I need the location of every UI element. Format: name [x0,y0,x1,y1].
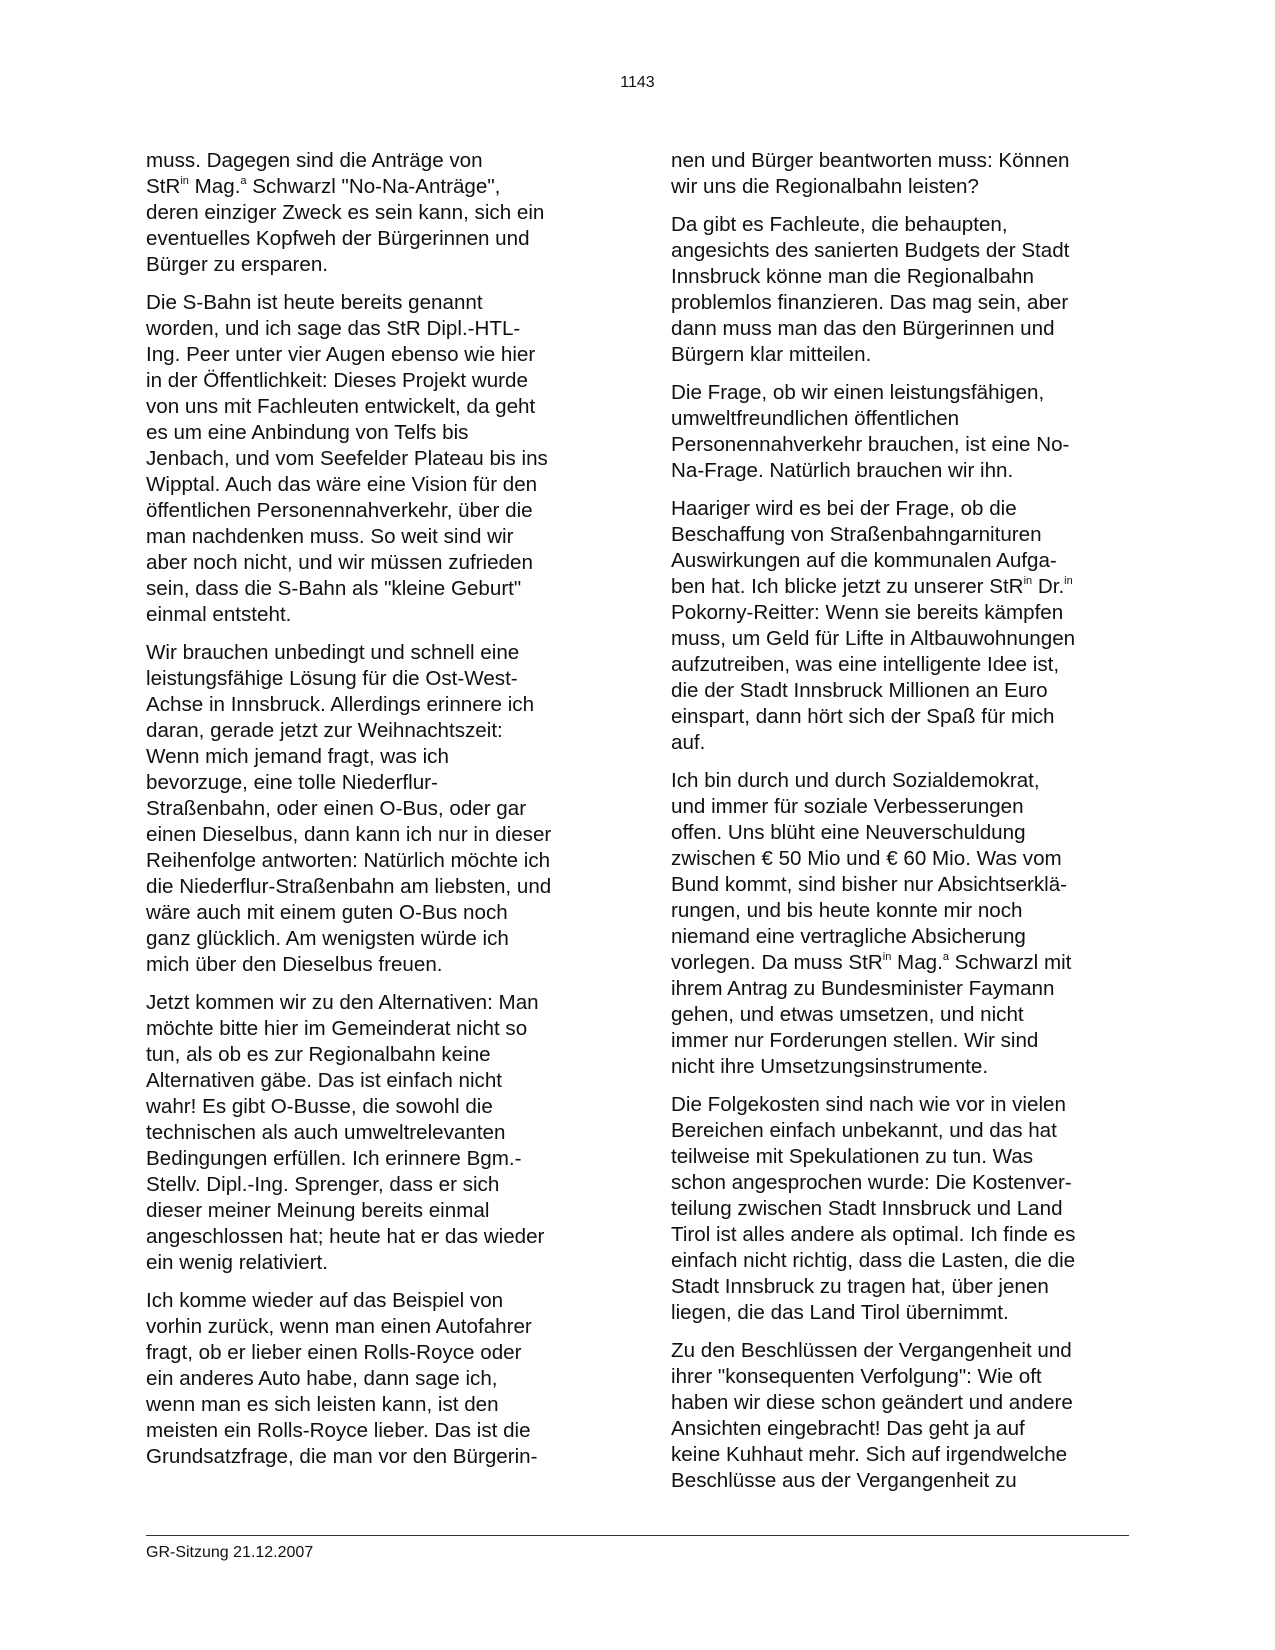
text-line [671,548,1119,574]
text-segment: auf. [671,731,706,754]
text-segment: Ich bin durch und durch Sozialdemokrat, [671,769,1040,792]
text-segment: bevorzuge, eine tolle Niederflur- [146,771,438,794]
text-line [146,1418,594,1444]
text-line [671,600,1119,626]
text-segment: deren einziger Zweck es sein kann, sich ein [146,201,545,224]
text-line [671,950,1119,976]
text-line [146,796,594,822]
text-segment: Jenbach, und vom Seefelder Plateau bis ins [146,447,548,470]
text-line [671,1144,1119,1170]
text-line [671,1416,1119,1442]
superscript: in [1023,575,1033,587]
text-line [146,174,594,200]
text-line [671,238,1119,264]
text-line [671,406,1119,432]
text-line [146,200,594,226]
paragraph [671,148,1119,200]
text-segment: Ich komme wieder auf das Beispiel von [146,1289,504,1312]
text-segment: Schwarzl "No-Na-Anträge", [246,175,501,198]
text-segment: möchte bitte hier im Gemeinderat nicht so [146,1017,528,1040]
text-segment: teilweise mit Spekulationen zu tun. Was [671,1145,1034,1168]
superscript: in [180,175,189,187]
text-line [671,1338,1119,1364]
text-line [146,1172,594,1198]
text-segment: Straßenbahn, oder einen O-Bus, oder gar [146,797,527,820]
text-segment: und immer für soziale Verbesserungen [671,795,1024,818]
superscript: a [240,175,247,187]
left-column [146,148,594,1482]
text-line [671,1054,1119,1080]
text-segment: Bund kommt, sind bisher nur Absichtserklä- [671,873,1068,896]
text-line [146,990,594,1016]
text-segment: sein, dass die S-Bahn als "kleine Geburt" [146,577,522,600]
text-line [671,458,1119,484]
text-line [146,1366,594,1392]
text-segment: muss, um Geld für Lifte in Altbauwohnungen [671,627,1076,650]
text-line [146,1444,594,1470]
text-segment: Bereichen einfach unbekannt, und das hat [671,1119,1057,1142]
text-line [671,1118,1119,1144]
footer-session-date: GR-Sitzung 21.12.2007 [146,1544,314,1561]
text-segment: Schwarzl mit [948,951,1072,974]
text-segment: einfach nicht richtig, dass die Lasten, die die [671,1249,1076,1272]
text-segment: nen und Bürger beantworten muss: Können [671,149,1070,172]
text-line [146,394,594,420]
text-segment: Pokorny-Reitter: Wenn sie bereits kämpfen [671,601,1064,624]
paragraph [146,640,594,978]
right-column [671,148,1119,1506]
text-line [671,872,1119,898]
text-line [671,846,1119,872]
text-segment: Da gibt es Fachleute, die behaupten, [671,213,1008,236]
text-segment: Die S-Bahn ist heute bereits genannt [146,291,483,314]
text-segment: Haariger wird es bei der Frage, ob die [671,497,1017,520]
text-line [671,496,1119,522]
text-segment: man nachdenken muss. So weit sind wir [146,525,514,548]
text-segment: mich über den Dieselbus freuen. [146,953,443,976]
text-segment: umweltfreundlichen öffentlichen [671,407,960,430]
text-line [146,524,594,550]
text-segment: angesichts des sanierten Budgets der Stadt [671,239,1070,262]
paragraph [671,1092,1119,1326]
text-segment: ihrer "konsequenten Verfolgung": Wie oft [671,1365,1042,1388]
text-segment: Wipptal. Auch das wäre eine Vision für den [146,473,538,496]
text-segment: aber noch nicht, und wir müssen zufrieden [146,551,533,574]
text-line [671,432,1119,458]
text-line [146,900,594,926]
text-segment: Beschlüsse aus der Vergangenheit zu [671,1469,1017,1492]
text-line [671,522,1119,548]
text-line [146,692,594,718]
text-line [146,640,594,666]
text-line [671,1390,1119,1416]
text-segment: Beschaffung von Straßenbahngarnituren [671,523,1042,546]
text-segment: Alternativen gäbe. Das ist einfach nicht [146,1069,503,1092]
text-line [671,1170,1119,1196]
text-segment: wäre auch mit einem guten O-Bus noch [146,901,508,924]
text-segment: gehen, und etwas umsetzen, und nicht [671,1003,1024,1026]
paragraph [671,1338,1119,1494]
text-segment: Tirol ist alles andere als optimal. Ich finde es [671,1223,1076,1246]
text-segment: Die Folgekosten sind nach wie vor in vielen [671,1093,1066,1116]
text-segment: Mag. [891,951,943,974]
text-segment: einmal entsteht. [146,603,292,626]
text-line [146,718,594,744]
text-segment: einen Dieselbus, dann kann ich nur in dieser [146,823,552,846]
paragraph [146,990,594,1276]
text-line [671,652,1119,678]
text-segment: rungen, und bis heute konnte mir noch [671,899,1023,922]
text-line [671,574,1119,600]
text-segment: öffentlichen Personennahverkehr, über die [146,499,533,522]
text-line [671,380,1119,406]
text-line [146,368,594,394]
text-line [146,602,594,628]
text-line [146,770,594,796]
text-segment: schon angesprochen wurde: Die Kostenver- [671,1171,1072,1194]
text-segment: technischen als auch umweltrelevanten [146,1121,506,1144]
text-line [671,768,1119,794]
text-line [146,1094,594,1120]
text-segment: die Niederflur-Straßenbahn am liebsten, und [146,875,552,898]
text-line [146,1120,594,1146]
text-line [671,1274,1119,1300]
text-segment: Die Frage, ob wir einen leistungsfähigen, [671,381,1045,404]
text-line [146,874,594,900]
text-segment: ein anderes Auto habe, dann sage ich, [146,1367,498,1390]
text-segment: Wir brauchen unbedingt und schnell eine [146,641,520,664]
text-line [671,148,1119,174]
text-segment: Auswirkungen auf die kommunalen Aufga- [671,549,1057,572]
text-segment: dann muss man das den Bürgerinnen und [671,317,1055,340]
text-line [146,952,594,978]
text-segment: Bedingungen erfüllen. Ich erinnere Bgm.- [146,1147,522,1170]
text-line [146,316,594,342]
text-line [146,290,594,316]
text-line [146,420,594,446]
text-segment: Stadt Innsbruck zu tragen hat, über jenen [671,1275,1049,1298]
text-segment: leistungsfähige Lösung für die Ost-West- [146,667,518,690]
text-segment: aufzutreiben, was eine intelligente Idee ist, [671,653,1060,676]
text-line [146,498,594,524]
text-segment: Zu den Beschlüssen der Vergangenheit und [671,1339,1072,1362]
text-segment: fragt, ob er lieber einen Rolls-Royce oder [146,1341,522,1364]
text-line [146,822,594,848]
text-line [671,174,1119,200]
text-line [146,1016,594,1042]
paragraph [671,212,1119,368]
text-line [671,626,1119,652]
text-segment: vorhin zurück, wenn man einen Autofahrer [146,1315,532,1338]
text-segment: wir uns die Regionalbahn leisten? [671,175,979,198]
text-line [671,1028,1119,1054]
text-segment: Grundsatzfrage, die man vor den Bürgerin- [146,1445,538,1468]
text-segment: meisten ein Rolls-Royce lieber. Das ist die [146,1419,531,1442]
text-segment: dieser meiner Meinung bereits einmal [146,1199,490,1222]
text-segment: Innsbruck könne man die Regionalbahn [671,265,1034,288]
page-number: 1143 [620,74,655,91]
superscript: a [942,951,949,963]
text-line [146,926,594,952]
text-line [146,342,594,368]
text-segment: daran, gerade jetzt zur Weihnachtszeit: [146,719,503,742]
text-segment: die der Stadt Innsbruck Millionen an Euro [671,679,1048,702]
text-segment: offen. Uns blüht eine Neuverschuldung [671,821,1026,844]
text-line [671,1248,1119,1274]
paragraph [146,1288,594,1470]
text-segment: ganz glücklich. Am wenigsten würde ich [146,927,509,950]
text-segment: Wenn mich jemand fragt, was ich [146,745,449,768]
text-segment: niemand eine vertragliche Absicherung [671,925,1026,948]
text-line [146,472,594,498]
text-line [146,446,594,472]
text-segment: Reihenfolge antworten: Natürlich möchte ich [146,849,551,872]
text-line [146,1250,594,1276]
text-line [146,848,594,874]
text-segment: eventuelles Kopfweh der Bürgerinnen und [146,227,530,250]
text-line [146,1340,594,1366]
text-line [146,744,594,770]
text-segment: keine Kuhhaut mehr. Sich auf irgendwelche [671,1443,1068,1466]
text-line [146,576,594,602]
text-line [671,264,1119,290]
text-line [671,1364,1119,1390]
text-line [146,226,594,252]
text-segment: Bürgern klar mitteilen. [671,343,872,366]
text-line [671,1442,1119,1468]
text-line [146,1392,594,1418]
text-line [671,212,1119,238]
text-segment: problemlos finanzieren. Das mag sein, aber [671,291,1069,314]
text-segment: ein wenig relativiert. [146,1251,328,1274]
text-line [146,1198,594,1224]
paragraph [671,496,1119,756]
text-segment: vorlegen. Da muss StR [671,951,883,974]
text-line [671,730,1119,756]
text-segment: ben hat. Ich blicke jetzt zu unserer StR [671,575,1024,598]
text-segment: Dr. [1032,575,1065,598]
superscript: in [1064,575,1073,587]
text-segment: es um eine Anbindung von Telfs bis [146,421,469,444]
text-segment: in der Öffentlichkeit: Dieses Projekt wurde [146,369,528,392]
text-segment: worden, und ich sage das StR Dipl.-HTL- [146,317,521,340]
text-line [146,1314,594,1340]
text-line [671,794,1119,820]
text-line [146,1224,594,1250]
text-segment: Personennahverkehr brauchen, ist eine No- [671,433,1070,456]
paragraph [671,768,1119,1080]
text-segment: Mag. [188,175,241,198]
text-line [146,1288,594,1314]
text-line [146,252,594,278]
text-segment: Jetzt kommen wir zu den Alternativen: Man [146,991,539,1014]
text-line [671,1092,1119,1118]
text-line [671,924,1119,950]
text-line [146,148,594,174]
text-line [671,1468,1119,1494]
superscript: in [882,951,892,963]
text-line [671,1222,1119,1248]
text-segment: StR [146,175,181,198]
text-segment: zwischen € 50 Mio und € 60 Mio. Was vom [671,847,1062,870]
text-line [671,976,1119,1002]
text-line [671,1002,1119,1028]
text-segment: haben wir diese schon geändert und andere [671,1391,1073,1414]
text-line [671,1196,1119,1222]
text-segment: wenn man es sich leisten kann, ist den [146,1393,499,1416]
text-line [146,666,594,692]
text-segment: Stellv. Dipl.-Ing. Sprenger, dass er sich [146,1173,500,1196]
text-line [146,550,594,576]
text-line [146,1146,594,1172]
text-line [146,1068,594,1094]
text-segment: Bürger zu ersparen. [146,253,329,276]
text-line [671,820,1119,846]
text-line [671,678,1119,704]
text-segment: liegen, die das Land Tirol übernimmt. [671,1301,1009,1324]
paragraph [146,148,594,278]
text-line [671,898,1119,924]
text-line [671,290,1119,316]
text-segment: Ansichten eingebracht! Das geht ja auf [671,1417,1025,1440]
text-segment: wahr! Es gibt O-Busse, die sowohl die [146,1095,493,1118]
text-line [671,316,1119,342]
text-segment: einspart, dann hört sich der Spaß für mich [671,705,1055,728]
text-line [671,342,1119,368]
text-line [146,1042,594,1068]
text-segment: nicht ihre Umsetzungsinstrumente. [671,1055,989,1078]
text-segment: angeschlossen hat; heute hat er das wieder [146,1225,545,1248]
text-line [671,704,1119,730]
text-segment: Ing. Peer unter vier Augen ebenso wie hier [146,343,536,366]
text-line [671,1300,1119,1326]
text-segment: Na-Frage. Natürlich brauchen wir ihn. [671,459,1014,482]
text-segment: von uns mit Fachleuten entwickelt, da geht [146,395,536,418]
paragraph [146,290,594,628]
text-segment: teilung zwischen Stadt Innsbruck und Land [671,1197,1063,1220]
footer-divider [146,1535,1129,1536]
paragraph [671,380,1119,484]
text-segment: immer nur Forderungen stellen. Wir sind [671,1029,1039,1052]
text-segment: muss. Dagegen sind die Anträge von [146,149,483,172]
text-segment: tun, als ob es zur Regionalbahn keine [146,1043,491,1066]
text-segment: ihrem Antrag zu Bundesminister Faymann [671,977,1055,1000]
text-segment: Achse in Innsbruck. Allerdings erinnere ich [146,693,535,716]
